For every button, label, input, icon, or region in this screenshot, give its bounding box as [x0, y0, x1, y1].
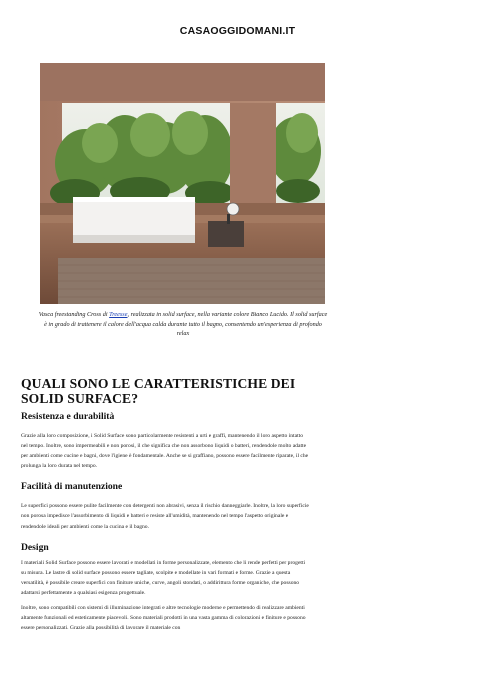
caption-text-after: , realizzata in solid surface, nella variante colore Bianco Lucido. Il solid surface è in grado di trattenere il calore dell'acqua calda durante tutto il bagno, consentendo un'esperienza di profondo relax — [44, 311, 328, 337]
photo-caption — [38, 310, 328, 339]
paragraph-design-1: I materiali Solid Surface possono essere lavorati e modellati in forme personalizzate, elemento che li rende perfetti per progetti su misura. Le lastre di solid surface possono essere tagliate, scolpite e modellate in vari formati e forme. Grazie a questa versatilità, è possibile creare superfici con finiture uniche, curve, angoli stondati, o addirittura forme organiche, che possono adattarsi perfettamente a qualsiasi esigenza progettuale. — [21, 559, 306, 596]
heading-resistenza: Resistenza e durabilità — [21, 411, 115, 422]
heading-manutenzione: Facilità di manutenzione — [21, 481, 123, 493]
article-heading: QUALI SONO LE CARATTERISTICHE DEI SOLID SURFACE? — [21, 376, 296, 406]
treesse-link[interactable]: Treesse — [109, 311, 128, 318]
heading-design: Design — [21, 541, 49, 553]
paragraph-manutenzione: Le superfici possono essere pulite facilmente con detergenti non abrasivi, senza il rischio danneggiarle. Inoltre, la loro superficie non porosa impedisce l'assorbimento di liquidi e batteri e resiste all'umidità, mantenendo nel tempo l'aspetto originale e rendendole ideali per ambienti come la cucina e il bagno. — [21, 503, 309, 530]
article-body — [21, 376, 311, 633]
paragraph-design-2: Inoltre, sono compatibili con sistemi di illuminazione integrati e altre tecnologie moderne e permettendo di realizzare ambienti altamente funzionali ed esteticamente piacevoli. Sono materiali prodotti in una vasta gamma di colorazioni e finiture e possono essere personalizzati. Grazie alla possibilità di lavorare il materiale con — [21, 605, 306, 632]
bathroom-photo — [40, 63, 325, 304]
caption-text-before: Vasca freestanding Cross di — [38, 311, 110, 318]
paragraph-resistenza: Grazie alla loro composizione, i Solid Surface sono particolarmente resistenti a urti e graffi, mantenendo il loro aspetto intatto nel tempo. Inoltre, sono impermeabili e non porosi, il che significa che non assorbono liquidi o batteri, rendendole molto adatte per ambienti come cucine e bagni, dove l'igiene è fondamentale. Anche se si graffiano, possono essere facilmente riparate, il che prolunga la loro durata nel tempo. — [21, 433, 309, 470]
site-title: CASAOGGIDOMANI.IT — [179, 25, 296, 37]
